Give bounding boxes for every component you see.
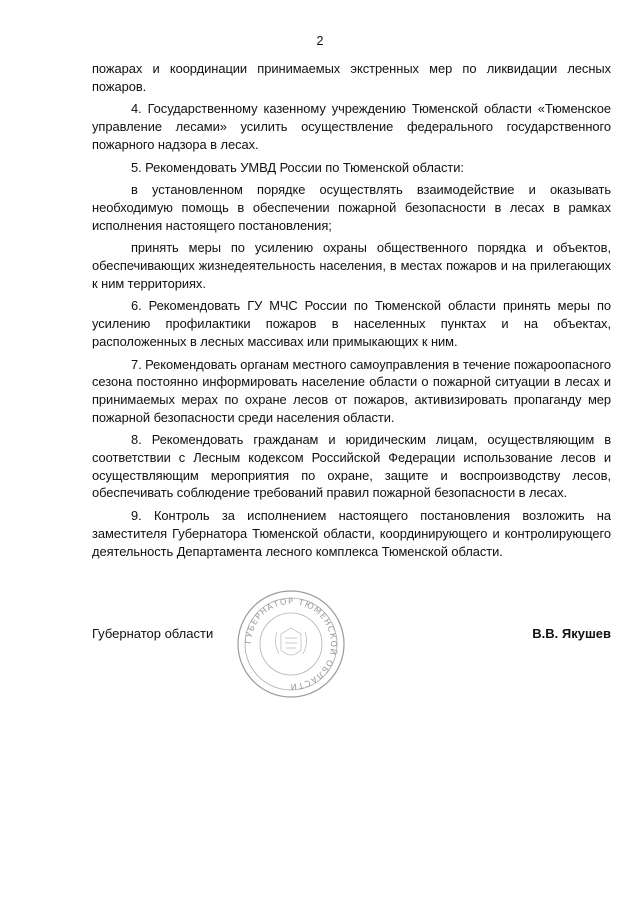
signature-block <box>92 620 611 650</box>
document-body <box>92 60 611 565</box>
paragraph-item-5-sub-b: принять меры по усилению охраны общественного порядка и объектов, обеспечивающих жизнедеятельность населения, в местах пожаров и на прилегающих к ним территориях. <box>92 240 611 291</box>
paragraph-item-6: 6. Рекомендовать ГУ МЧС России по Тюменской области принять меры по усилению профилактики пожаров в населенных пунктах и на объектах, расположенных в лесных массивах или примыкающих к ним. <box>92 298 611 349</box>
paragraph-item-5: 5. Рекомендовать УМВД России по Тюменской области: <box>131 159 464 175</box>
signer-name: В.В. Якушев <box>532 626 611 641</box>
seal-ring-text-path: ГУБЕРНАТОР ТЮМЕНСКОЙ ОБЛАСТИ <box>242 595 340 693</box>
paragraph-item-9: 9. Контроль за исполнением настоящего постановления возложить на заместителя Губернатора Тюменской области, координирующего и контролирующего деятельность Департамента лесного комплекса Тюменской области. <box>92 508 611 559</box>
paragraph-item-4: 4. Государственному казенному учреждению Тюменской области «Тюменское управление лесами» усилить осуществление федерального государственного пожарного надзора в лесах. <box>92 101 611 152</box>
paragraph-item-8: 8. Рекомендовать гражданам и юридическим лицам, осуществляющим в соответствии с Лесным кодексом Российской Федерации использование лесов и осуществляющим мероприятия по охране, защите и воспроизводству лесов, обеспечивать соблюдение требований правил пожарной безопасности в лесах. <box>92 432 611 501</box>
paragraph-item-5-sub-a: в установленном порядке осуществлять взаимодействие и оказывать необходимую помощь в обеспечении пожарной безопасности в лесах в рамках исполнения настоящего постановления; <box>92 182 611 233</box>
paragraph-continuation: пожарах и координации принимаемых экстренных мер по ликвидации лесных пожаров. <box>92 61 611 94</box>
paragraph-item-7: 7. Рекомендовать органам местного самоуправления в течение пожароопасного сезона постоянно информировать население области о пожарной ситуации в лесах и принимаемых мерах по охране лесов от пожаров, активизировать пропаганду мер пожарной безопасности среди населения области. <box>92 356 612 425</box>
signer-title: Губернатор области <box>92 626 214 641</box>
page-number: 2 <box>316 34 324 48</box>
